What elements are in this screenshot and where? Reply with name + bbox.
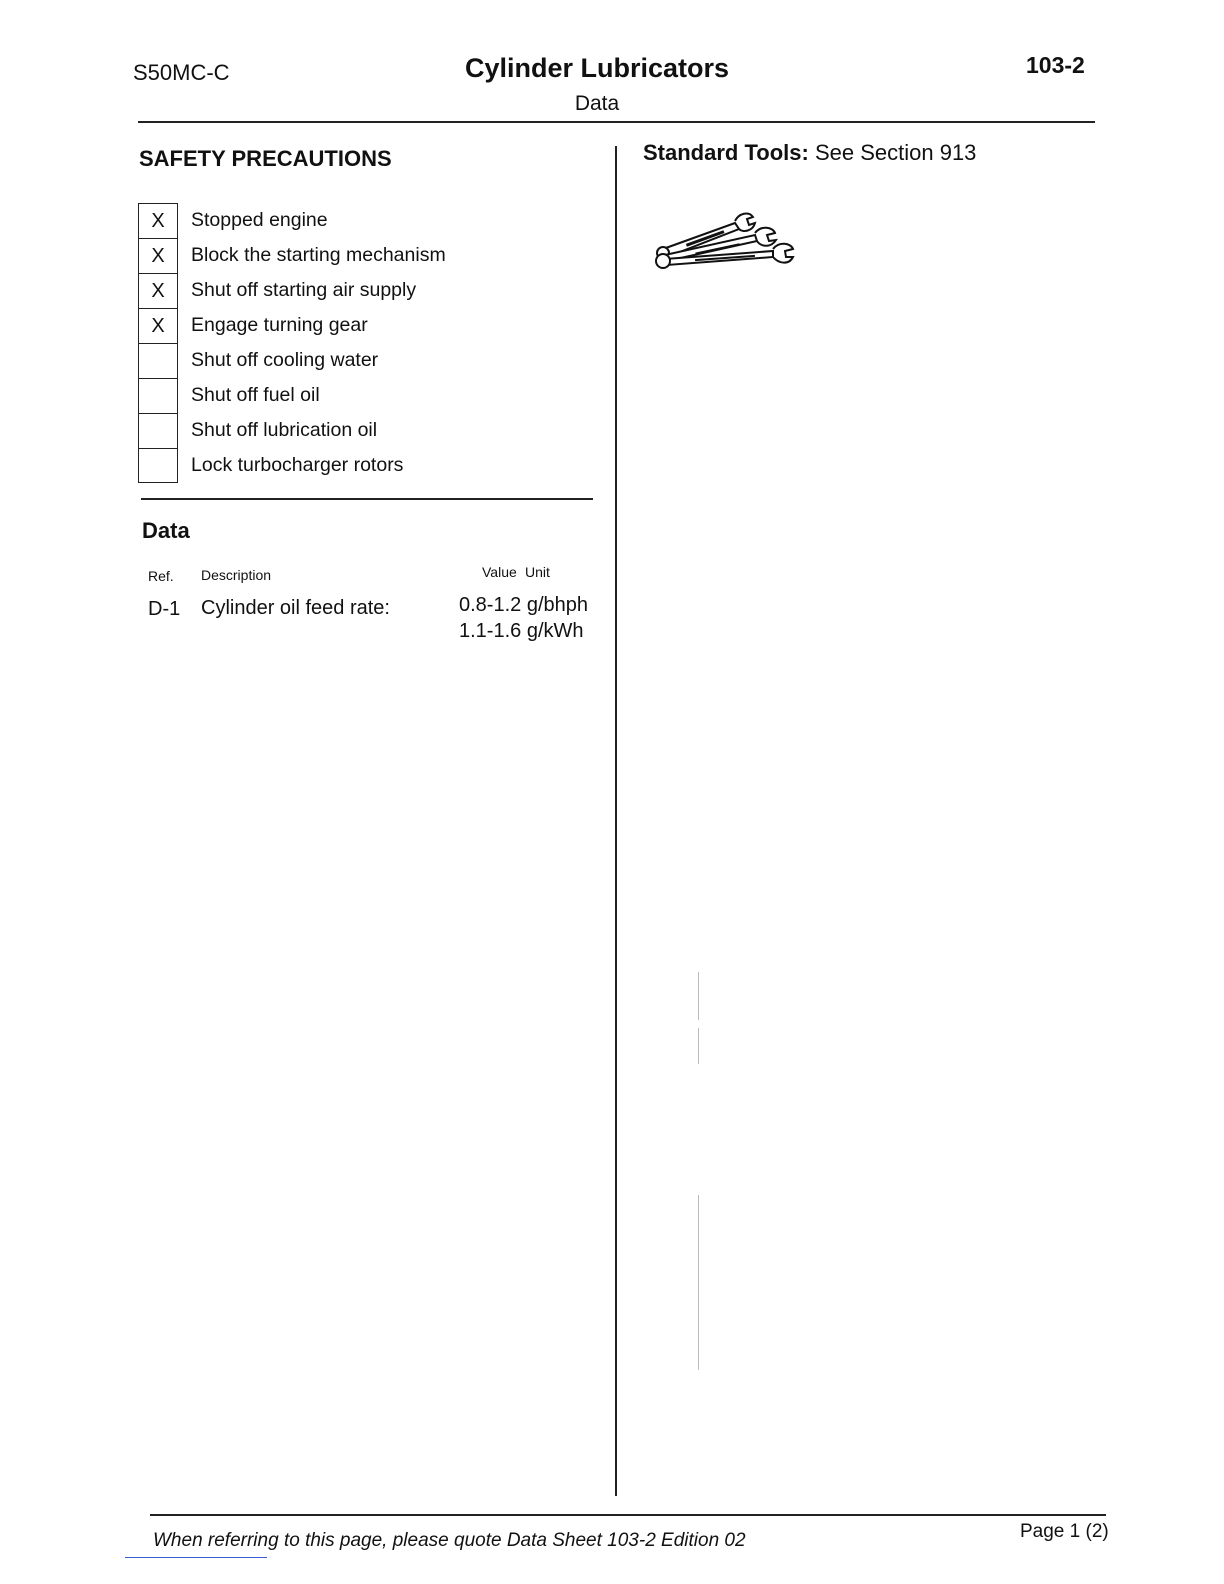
column-header-description: Description	[201, 567, 272, 583]
data-heading: Data	[142, 518, 190, 543]
safety-checkbox	[138, 343, 178, 378]
safety-item-label: Shut off fuel oil	[191, 384, 320, 406]
data-row-ref: D-1	[148, 598, 181, 620]
safety-checkbox: X	[138, 238, 178, 273]
engine-model: S50MC-C	[133, 60, 230, 85]
header-divider	[138, 121, 1095, 123]
safety-item-label: Block the starting mechanism	[191, 244, 446, 266]
data-row-value: 0.8-1.2 g/bhph	[459, 594, 588, 616]
page-title: Cylinder Lubricators	[464, 53, 730, 83]
safety-checkbox	[138, 378, 178, 413]
page-subtitle: Data	[574, 92, 620, 115]
safety-checkbox: X	[138, 203, 178, 238]
footer-accent-line	[125, 1557, 267, 1558]
safety-heading: SAFETY PRECAUTIONS	[139, 146, 392, 171]
safety-checkbox	[138, 448, 178, 483]
safety-item-label: Engage turning gear	[191, 314, 368, 336]
footer-note: When referring to this page, please quote Data Sheet 103-2 Edition 02	[153, 1530, 746, 1551]
scan-mark	[698, 1195, 699, 1370]
footer-divider	[150, 1514, 1106, 1516]
safety-item-label: Shut off starting air supply	[191, 279, 417, 301]
data-row-description: Cylinder oil feed rate:	[201, 597, 390, 619]
page-number: Page 1 (2)	[1020, 1521, 1109, 1542]
safety-item-label: Lock turbocharger rotors	[191, 454, 404, 476]
section-divider	[141, 498, 593, 500]
column-header-ref: Ref.	[148, 568, 174, 584]
standard-tools-label: Standard Tools:	[643, 140, 809, 165]
standard-tools-reference: See Section 913	[814, 140, 977, 165]
standard-tools	[643, 140, 976, 166]
scan-mark	[698, 972, 699, 1020]
safety-checkbox: X	[138, 273, 178, 308]
safety-item-label: Shut off lubrication oil	[191, 419, 378, 441]
data-row-value: 1.1-1.6 g/kWh	[459, 620, 584, 642]
safety-item-label: Stopped engine	[191, 209, 328, 231]
safety-checkbox: X	[138, 308, 178, 343]
column-header-value: Value	[482, 564, 517, 580]
safety-checkbox	[138, 413, 178, 448]
column-divider	[615, 146, 617, 1496]
document-number: 103-2	[1026, 52, 1085, 78]
safety-item-label: Shut off cooling water	[191, 349, 379, 371]
scan-mark	[698, 1028, 699, 1064]
column-header-unit: Unit	[525, 564, 550, 580]
wrench-icon	[655, 205, 800, 280]
